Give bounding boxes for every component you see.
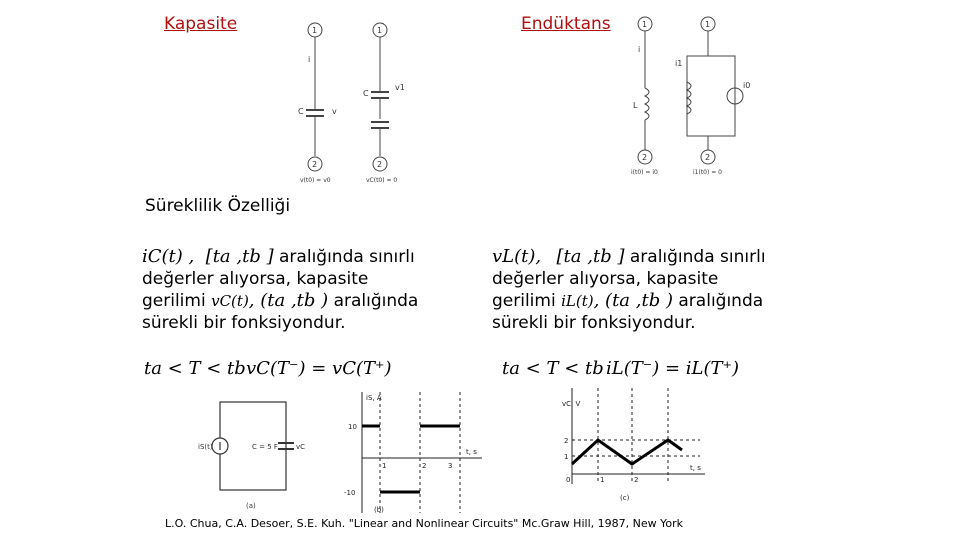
ind-current-var: iL(t) bbox=[561, 292, 594, 310]
capacitor-paragraph bbox=[142, 246, 418, 334]
ind-a-l: L bbox=[633, 101, 638, 110]
cur-t2: 2 bbox=[422, 462, 427, 470]
cur-t3: 3 bbox=[448, 462, 453, 470]
cap-interval: [ta ,tb ] bbox=[205, 246, 274, 267]
ind-a-i: i bbox=[638, 45, 641, 54]
cap-current-var: iC(t) , bbox=[142, 246, 195, 267]
ind-voltage-var: vL(t), bbox=[492, 246, 542, 267]
inductor-title: Endüktans bbox=[521, 14, 611, 34]
ind-b-i1: i1 bbox=[675, 59, 683, 68]
cap-b-v1: v1 bbox=[395, 83, 405, 92]
bottom-caption: (a) bbox=[246, 502, 256, 510]
cap-open-interval: , (ta ,tb ) bbox=[248, 290, 329, 311]
cap-b-bottom: vC(t0) = 0 bbox=[366, 177, 398, 184]
ind-b-node2: 2 bbox=[705, 153, 711, 162]
cap-a-c: C bbox=[298, 107, 304, 116]
ind-b-bottom: i1(t0) = 0 bbox=[693, 169, 722, 176]
ind-continuity: iL(T⁻) = iL(T⁺) bbox=[606, 358, 740, 379]
volt-y2: 2 bbox=[564, 437, 569, 445]
cap-b-node2: 2 bbox=[377, 160, 383, 169]
cap-b-node1: 1 bbox=[377, 26, 383, 35]
ind-line2: değerler alıyorsa, kapasite bbox=[492, 269, 719, 289]
cap-line3-end: aralığında bbox=[333, 291, 419, 311]
bottom-src: iS(t) bbox=[198, 443, 213, 451]
inductor-paragraph bbox=[492, 246, 766, 334]
cap-continuity: vC(T⁻) = vC(T⁺) bbox=[246, 358, 392, 379]
voltage-plot bbox=[550, 384, 710, 510]
cap-a-v: v bbox=[332, 107, 337, 116]
cur-y-pos: 10 bbox=[348, 423, 357, 431]
inductor-circuit-figure bbox=[625, 12, 755, 182]
cap-line1-rest: aralığında sınırlı bbox=[279, 247, 415, 267]
cap-voltage-var: vC(t) bbox=[211, 292, 249, 310]
ind-a-node2: 2 bbox=[642, 153, 648, 162]
volt-t2: 2 bbox=[634, 476, 639, 484]
section-heading: Süreklilik Özelliği bbox=[145, 196, 291, 216]
ind-a-node1: 1 bbox=[642, 20, 648, 29]
ind-line1-rest: aralığında sınırlı bbox=[629, 247, 766, 267]
volt-caption: (c) bbox=[620, 494, 630, 502]
cap-a-i: i bbox=[308, 55, 311, 64]
ind-b-i0: i0 bbox=[743, 81, 751, 90]
cap-line3-start: gerilimi bbox=[142, 291, 206, 311]
cap-line4: sürekli bir fonksiyondur. bbox=[142, 313, 346, 333]
cur-tlabel: t, s bbox=[466, 448, 477, 456]
volt-t1: 1 bbox=[600, 476, 605, 484]
volt-t0: 0 bbox=[566, 476, 571, 484]
cur-t1: 1 bbox=[382, 462, 387, 470]
cur-axis: iS, A bbox=[366, 394, 382, 402]
cap-b-c: C bbox=[363, 89, 369, 98]
cap-a-bottom: v(t0) = v0 bbox=[300, 177, 331, 184]
cap-line2: değerler alıyorsa, kapasite bbox=[142, 269, 369, 289]
ind-a-bottom: i(t0) = i0 bbox=[631, 169, 658, 176]
bottom-v: vC bbox=[296, 443, 306, 451]
current-plot bbox=[344, 388, 484, 518]
volt-axis: vC, V bbox=[562, 400, 581, 408]
cur-y-neg: -10 bbox=[344, 489, 356, 497]
ind-condition: ta < T < tb bbox=[502, 358, 604, 379]
ind-interval: [ta ,tb ] bbox=[556, 246, 625, 267]
cap-a-node1: 1 bbox=[312, 26, 318, 35]
bottom-cap: C = 5 F bbox=[252, 443, 278, 451]
cap-condition: ta < T < tb bbox=[144, 358, 246, 379]
ind-line4: sürekli bir fonksiyondur. bbox=[492, 313, 696, 333]
capacitor-title: Kapasite bbox=[164, 14, 238, 34]
capacitor-circuit-figure bbox=[290, 14, 420, 190]
ind-b-node1: 1 bbox=[705, 20, 711, 29]
reference-citation: L.O. Chua, C.A. Desoer, S.E. Kuh. "Linear and Nonlinear Circuits" Mc.Graw Hill, 1987, New York bbox=[165, 517, 683, 530]
ind-line3-end: aralığında bbox=[678, 291, 764, 311]
ind-line3-start: gerilimi bbox=[492, 291, 556, 311]
bottom-circuit-figure bbox=[196, 396, 316, 514]
volt-tlabel: t, s bbox=[690, 464, 701, 472]
volt-y1: 1 bbox=[564, 453, 569, 461]
cur-caption: (b) bbox=[374, 506, 384, 514]
cap-a-node2: 2 bbox=[312, 160, 318, 169]
ind-open-interval: , (ta ,tb ) bbox=[593, 290, 673, 311]
